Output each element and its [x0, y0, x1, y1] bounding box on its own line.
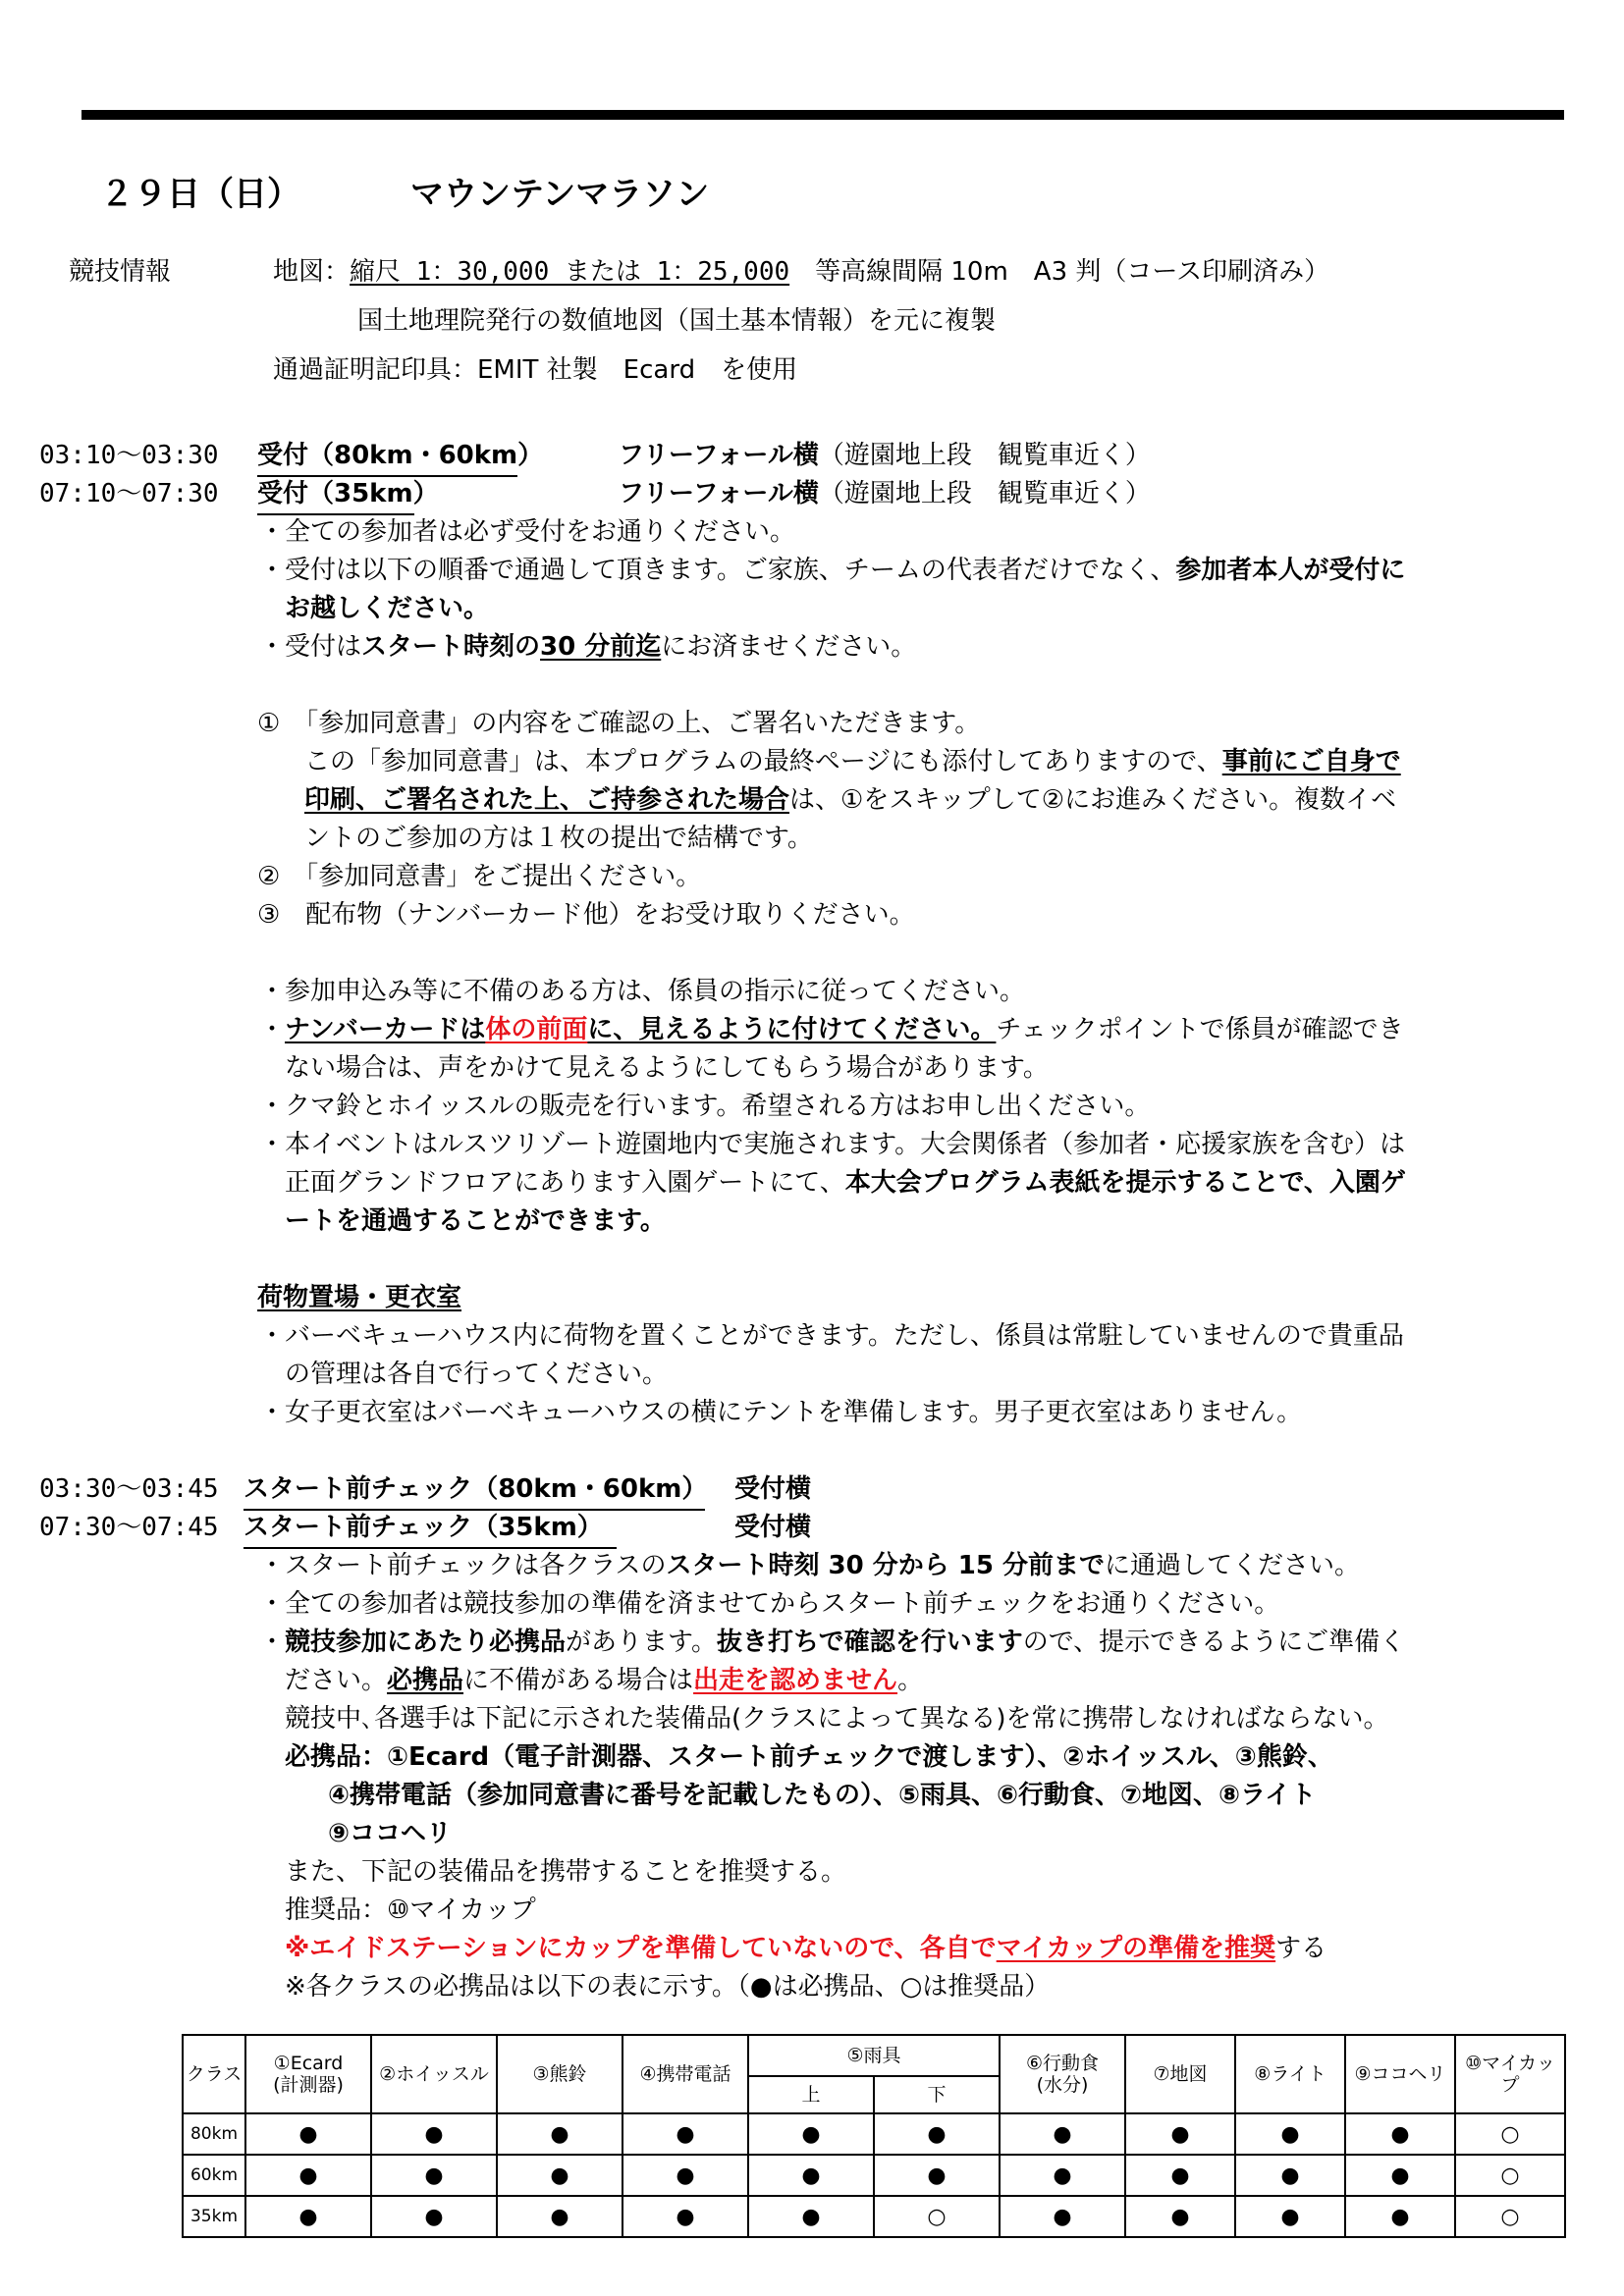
reception-place-2-main: フリーフォール横 [619, 479, 819, 508]
class-cell: 35km [183, 2196, 245, 2237]
required-items-2: ④携帯電話（参加同意書に番号を記載したもの）、⑤雨具、⑥行動食、⑦地図、⑧ライト [328, 1781, 1317, 1810]
check-line-1-b: スタート時刻 30 分から 15 分前まで [666, 1551, 1106, 1580]
step-1-line-2-a: この「参加同意書」は、本プログラムの最終ページにも添付してありますので、 [304, 747, 1222, 776]
mark-cell: ● [245, 2196, 371, 2237]
reception-bullet-3-b: スタート時刻の [361, 632, 541, 662]
mark-cell: ● [748, 2155, 874, 2196]
check-line-1-a: ・スタート前チェックは各クラスの [259, 1551, 667, 1580]
reception-time-2: 07:10～07:30 [39, 479, 219, 508]
mark-cell: ● [497, 2155, 623, 2196]
note-2-f: ない場合は、声をかけて見えるようにしてもらう場合があります。 [285, 1053, 1049, 1083]
mark-cell: ● [1235, 2155, 1345, 2196]
mark-cell: ○ [1455, 2196, 1565, 2237]
cup-notice [285, 1930, 1326, 1967]
check-label-2-text: スタート前チェック（35km） [244, 1509, 617, 1549]
mark-cell: ● [874, 2155, 1000, 2196]
header-ecard [245, 2035, 371, 2113]
step-1-line-2-b: 事前にご自身で [1221, 747, 1401, 776]
header-mycup: ⑩マイカップ [1455, 2035, 1565, 2113]
mark-cell: ● [623, 2113, 748, 2155]
note-2-a: ・ [259, 1015, 286, 1044]
note-2-e: チェックポイントで係員が確認でき [996, 1015, 1404, 1044]
check-label-1 [244, 1470, 708, 1511]
reception-label-1 [257, 437, 544, 477]
mark-cell: ● [1235, 2196, 1345, 2237]
check-line-2: ・全ての参加者は競技参加の準備を済ませてからスタート前チェックをお通りください。 [259, 1589, 1280, 1619]
luggage-title: 荷物置場・更衣室 [257, 1283, 462, 1312]
step-3: ③ 配布物（ナンバーカード他）をお受け取りください。 [257, 900, 915, 930]
step-1: ① 「参加同意書」の内容をご確認の上、ご署名いただきます。 [257, 709, 981, 738]
header-rain-lower: 下 [874, 2076, 1000, 2113]
header-bear-bell: ③熊鈴 [497, 2035, 623, 2113]
reception-label-1-text: 受付（80km・60km） [257, 437, 517, 477]
mark-cell: ● [1125, 2113, 1235, 2155]
mark-cell: ● [371, 2196, 497, 2237]
reception-place-2-sub: （遊園地上段 観覧車近く） [818, 479, 1151, 508]
mark-cell: ○ [1455, 2113, 1565, 2155]
map-scale: 縮尺 1：30,000 または 1：25,000 [350, 257, 790, 287]
reception-bullet-1: ・全ての参加者は必ず受付をお通りください。 [259, 517, 796, 547]
step-1-line-3-a: 印刷、ご署名された上、ご持参された場合 [304, 785, 790, 815]
header-rain-upper: 上 [748, 2076, 874, 2113]
check-line-5: 競技中､各選手は下記に示された装備品(クラスによって異なる)を常に携帯しなければならない。 [285, 1704, 1389, 1734]
check-line-4 [285, 1662, 923, 1699]
check-line-4-b: 必携品 [387, 1666, 464, 1695]
table-row-80km [183, 2113, 1565, 2155]
header-light: ⑧ライト [1235, 2035, 1345, 2113]
header-food [1000, 2035, 1125, 2113]
reception-place-1-sub: （遊園地上段 観覧車近く） [818, 441, 1151, 470]
class-cell: 80km [183, 2113, 245, 2155]
check-line-4-d: 出走を認めません [693, 1666, 898, 1695]
header-phone: ④携帯電話 [623, 2035, 748, 2113]
check-line-3-a: ・ [259, 1628, 286, 1657]
check-place-1: 受付横 [734, 1474, 812, 1504]
reception-label-2 [257, 475, 439, 515]
mark-cell: ● [371, 2155, 497, 2196]
check-label-1-text: スタート前チェック（80km・60km） [244, 1470, 705, 1511]
cup-notice-a: ※エイドステーションにカップを準備していないので、各自で [285, 1934, 997, 1963]
mark-cell: ● [245, 2113, 371, 2155]
note-3: ・クマ鈴とホイッスルの販売を行います。希望される方はお申し出ください。 [259, 1092, 1151, 1121]
check-line-4-a: ださい。 [285, 1666, 388, 1695]
mark-cell: ● [497, 2113, 623, 2155]
note-2 [259, 1011, 1404, 1048]
check-time-2: 07:30～07:45 [39, 1513, 219, 1542]
punch-info: 通過証明記印具：EMIT 社製 Ecard を使用 [273, 355, 798, 385]
reception-place-2 [619, 475, 1151, 512]
mark-cell: ● [1345, 2196, 1455, 2237]
note-4-line-2 [285, 1164, 1406, 1201]
cup-notice-b: マイカップの準備を推奨 [996, 1934, 1276, 1963]
mark-cell: ○ [874, 2196, 1000, 2237]
class-cell: 60km [183, 2155, 245, 2196]
mark-cell: ● [748, 2196, 874, 2237]
cup-notice-c: する [1275, 1934, 1327, 1963]
table-row-35km [183, 2196, 1565, 2237]
note-4: ・本イベントはルスツリゾート遊園地内で実施されます。大会関係者（参加者・応援家族を含む）は [259, 1130, 1406, 1159]
step-1-line-3 [304, 781, 1396, 819]
step-2: ② 「参加同意書」をご提出ください。 [257, 862, 702, 891]
header-class: クラス [183, 2035, 245, 2113]
mark-cell: ● [497, 2196, 623, 2237]
step-1-line-3-b: は、①をスキップして②にお進みください。複数イベ [789, 785, 1397, 815]
mark-cell: ● [1000, 2155, 1125, 2196]
step-1-line-2 [304, 743, 1401, 780]
reception-bullet-3 [259, 628, 916, 666]
check-line-4-c: に不備がある場合は [463, 1666, 694, 1695]
top-rule [81, 110, 1564, 120]
note-2-d: に、見えるように付けてください。 [587, 1015, 997, 1044]
table-notice: ※各クラスの必携品は以下の表に示す。（●は必携品、○は推奨品） [285, 1972, 1051, 2002]
reception-time-1: 03:10～03:30 [39, 441, 219, 470]
header-map: ⑦地図 [1125, 2035, 1235, 2113]
equipment-table [182, 2034, 1566, 2238]
reception-bullet-2-a: ・受付は以下の順番で通過して頂きます。ご家族、チームの代表者だけでなく、 [259, 556, 1176, 585]
mark-cell: ● [1345, 2113, 1455, 2155]
reception-bullet-3-c: 30 分前迄 [540, 632, 662, 662]
mark-cell: ● [1345, 2155, 1455, 2196]
map-source: 国土地理院発行の数値地図（国土基本情報）を元に複製 [357, 306, 997, 336]
reception-place-1-main: フリーフォール横 [619, 441, 819, 470]
header-cocoheli: ⑨ココヘリ [1345, 2035, 1455, 2113]
mark-cell: ● [1125, 2155, 1235, 2196]
check-line-1 [259, 1547, 1360, 1584]
check-line-3-c: があります。 [566, 1628, 717, 1657]
check-time-1: 03:30～03:45 [39, 1474, 219, 1504]
mark-cell: ● [1000, 2113, 1125, 2155]
reception-bullet-2-c: お越しください。 [285, 594, 490, 623]
mark-cell: ● [1125, 2196, 1235, 2237]
reception-place-1 [619, 437, 1151, 474]
mark-cell: ● [623, 2196, 748, 2237]
required-items-3: ⑨ココヘリ [328, 1819, 453, 1848]
reception-label-2-text: 受付（35km） [257, 475, 414, 515]
mark-cell: ● [1235, 2113, 1345, 2155]
header-food-line-1: ⑥行動食 [1025, 2053, 1100, 2074]
map-line [273, 253, 1329, 291]
check-label-2 [244, 1509, 617, 1549]
step-1-line-4: ントのご参加の方は１枚の提出で結構です。 [304, 824, 813, 853]
mark-cell: ○ [1455, 2155, 1565, 2196]
note-4-d: ートを通過することができます。 [285, 1206, 666, 1236]
map-rest: 等高線間隔 10m A3 判（コース印刷済み） [789, 257, 1330, 287]
event-title: マウンテンマラソン [410, 175, 710, 214]
check-line-3-b: 競技参加にあたり必携品 [285, 1628, 567, 1657]
check-place-2: 受付横 [734, 1513, 812, 1542]
note-1: ・参加申込み等に不備のある方は、係員の指示に従ってください。 [259, 977, 1026, 1006]
check-line-4-e: 。 [897, 1666, 924, 1695]
mark-cell: ● [1000, 2196, 1125, 2237]
header-rainwear: ⑤雨具 [748, 2035, 1000, 2076]
luggage-line-3: ・女子更衣室はバーベキューハウスの横にテントを準備します。男子更衣室はありません。 [259, 1398, 1303, 1427]
note-4-c: 本大会プログラム表紙を提示することで、入園ゲ [844, 1168, 1406, 1198]
note-2-b: ナンバーカードは [285, 1015, 486, 1044]
day-title: ２９日（日） [100, 175, 300, 214]
required-items-1: 必携品：①Ecard（電子計測器、スタート前チェックで渡します）、②ホイッスル、③熊鈴、 [285, 1742, 1333, 1772]
info-label: 競技情報 [69, 257, 172, 287]
mark-cell: ● [245, 2155, 371, 2196]
recommended-items: 推奨品：⑩マイカップ [285, 1896, 536, 1925]
check-line-3 [259, 1624, 1405, 1661]
luggage-line-2: の管理は各自で行ってください。 [285, 1360, 669, 1389]
reception-bullet-3-d: にお済ませください。 [661, 632, 917, 662]
header-ecard-line-2: (計測器) [273, 2074, 344, 2096]
mark-cell: ● [371, 2113, 497, 2155]
reception-bullet-2-b: 参加者本人が受付に [1175, 556, 1406, 585]
check-line-3-d: 抜き打ちで確認を行います [716, 1628, 1023, 1657]
reception-bullet-3-a: ・受付は [259, 632, 362, 662]
check-line-1-c: に通過してください。 [1105, 1551, 1361, 1580]
check-line-3-e: ので、提示できるようにご準備く [1022, 1628, 1406, 1657]
mark-cell: ● [748, 2113, 874, 2155]
table-row-60km [183, 2155, 1565, 2196]
mark-cell: ● [874, 2113, 1000, 2155]
header-food-line-2: (水分) [1036, 2074, 1089, 2096]
header-whistle: ②ホイッスル [371, 2035, 497, 2113]
header-ecard-line-1: ①Ecard [273, 2053, 344, 2074]
note-2-c: 体の前面 [485, 1015, 588, 1044]
reception-bullet-2 [259, 552, 1405, 589]
recommend-intro: また、下記の装備品を携帯することを推奨する。 [285, 1857, 847, 1887]
map-prefix: 地図： [273, 257, 351, 287]
note-4-b: 正面グランドフロアにあります入園ゲートにて、 [285, 1168, 845, 1198]
mark-cell: ● [623, 2155, 748, 2196]
luggage-line-1: ・バーベキューハウス内に荷物を置くことができます。ただし、係員は常駐していませんので貴重品 [259, 1321, 1404, 1351]
